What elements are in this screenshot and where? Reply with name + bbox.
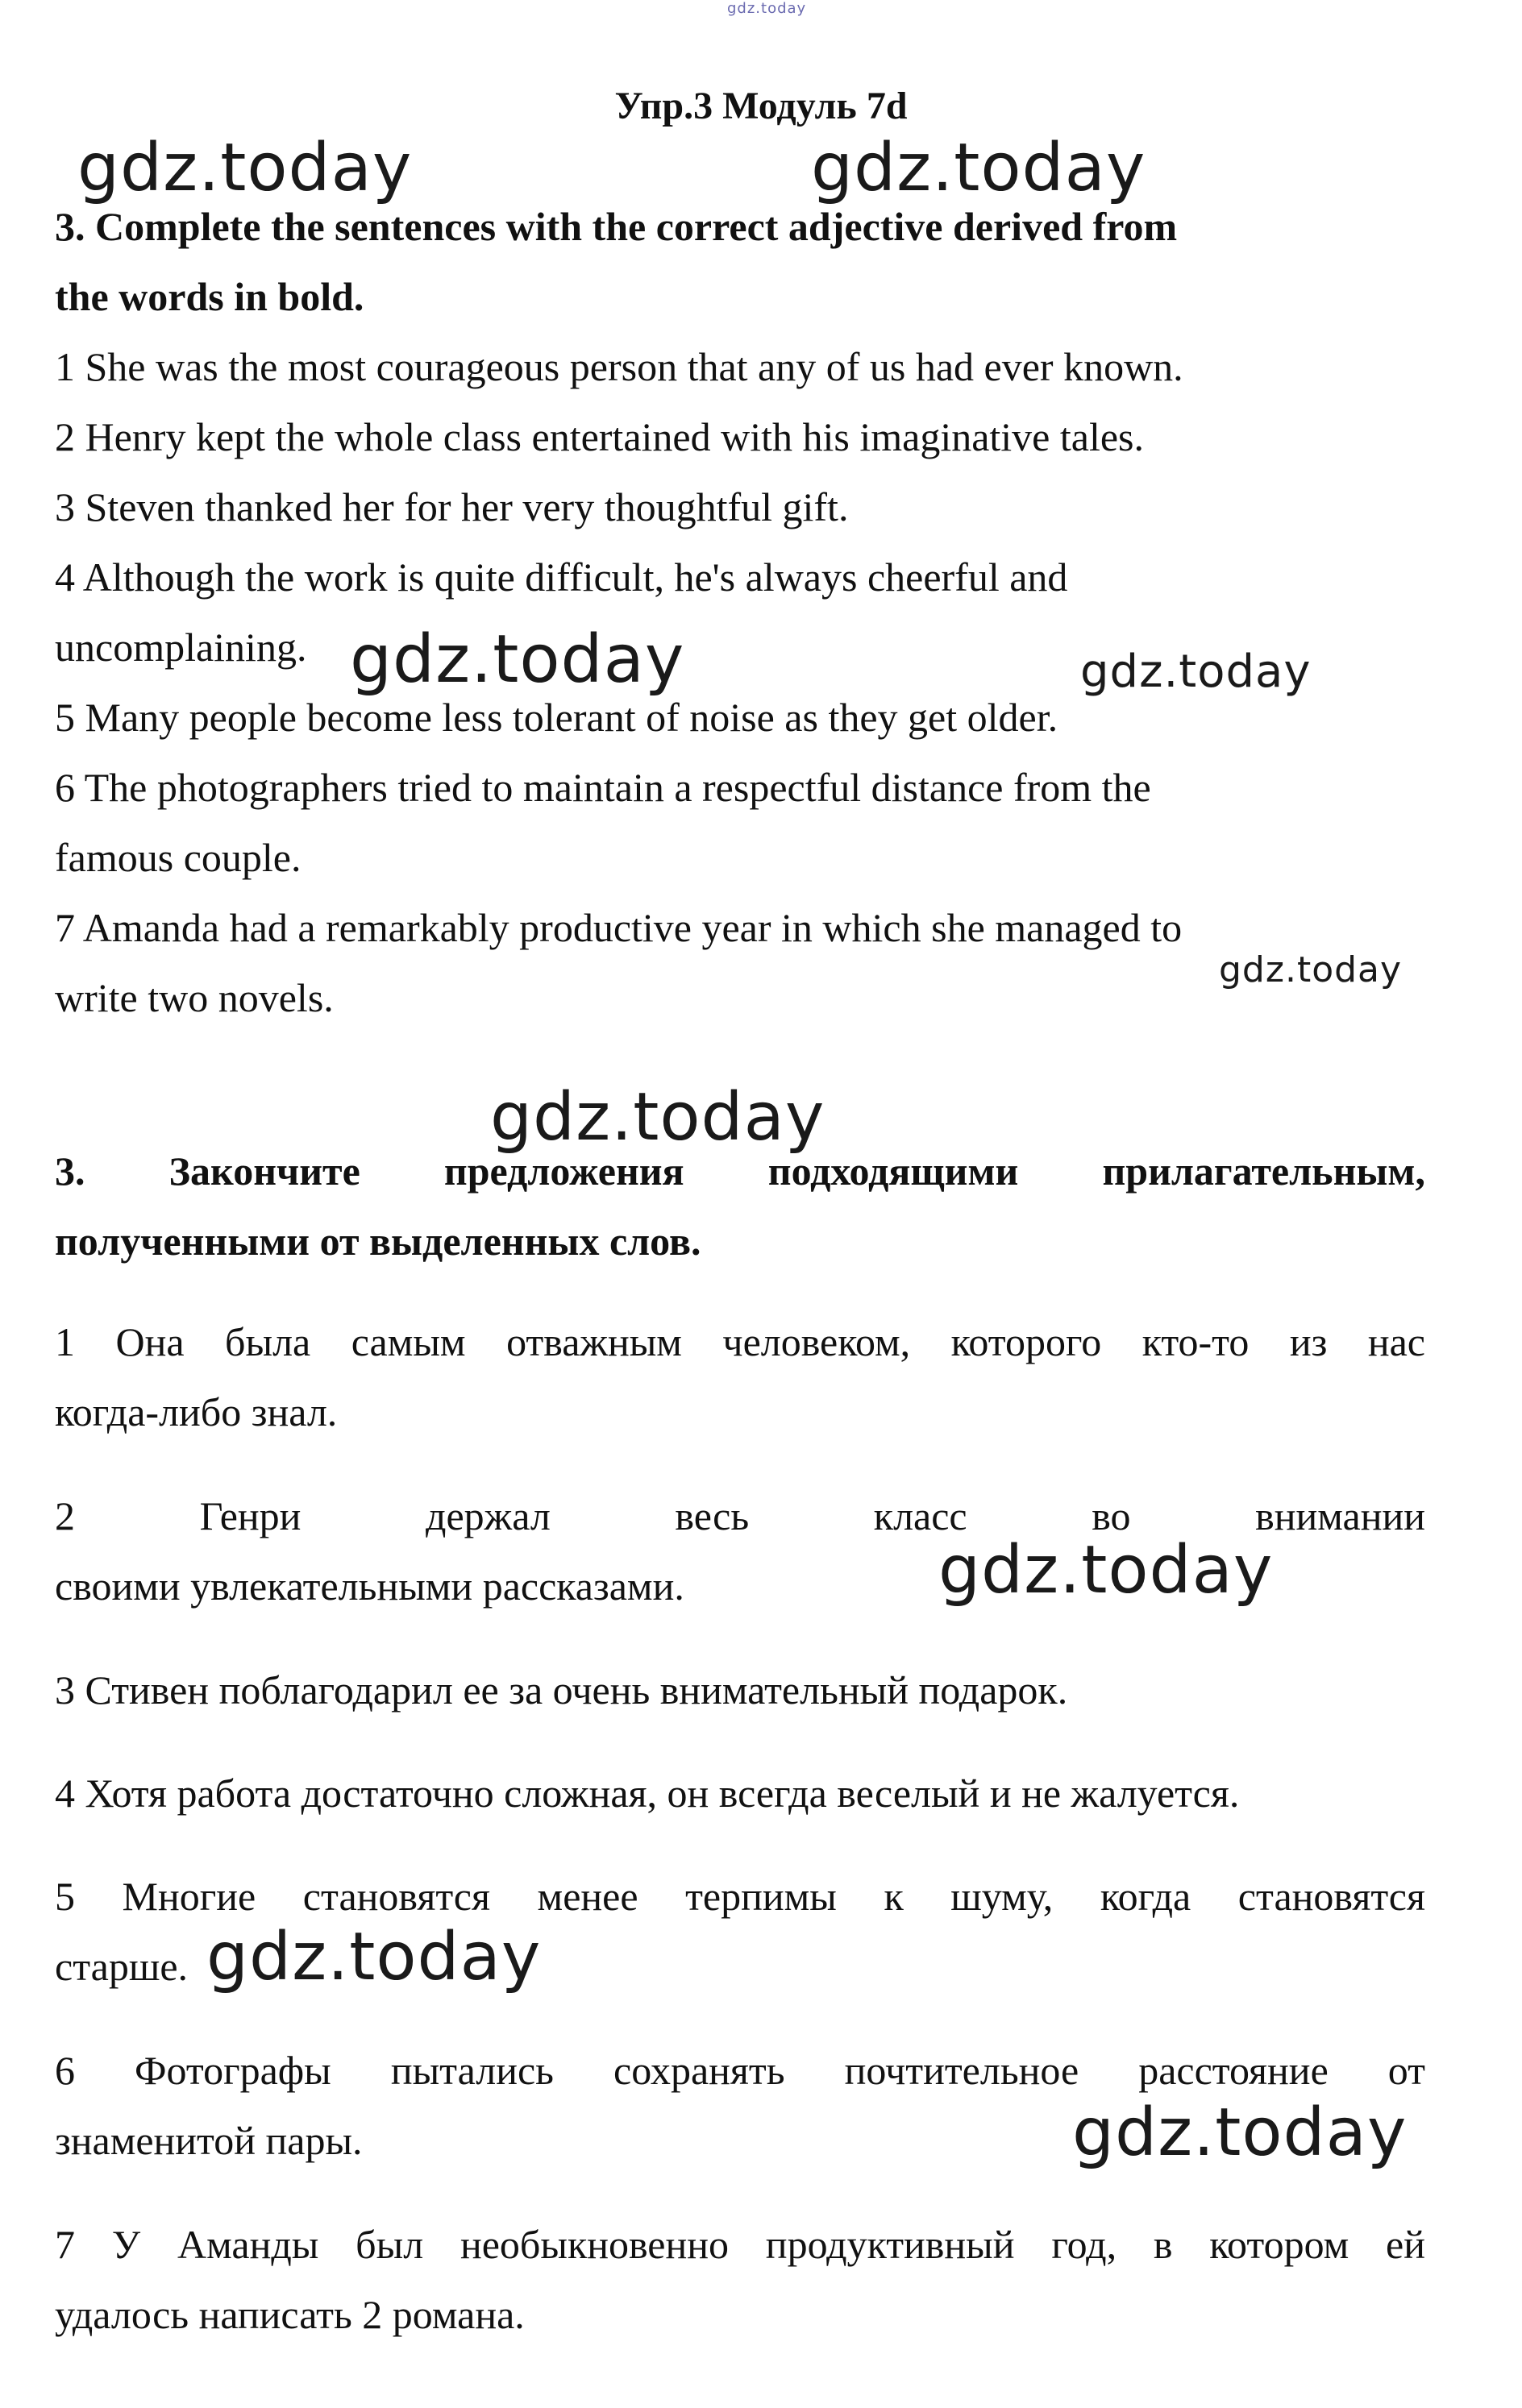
english-line: 7 Amanda had a remarkably productive year in which she managed to xyxy=(55,905,1183,950)
russian-heading xyxy=(55,1136,1425,1277)
russian-item-4 xyxy=(55,1758,1425,1829)
watermark: gdz.today xyxy=(490,1079,825,1156)
watermark: gdz.today xyxy=(206,1919,542,1995)
russian-item-line: старше. xyxy=(55,1944,189,1989)
watermark: gdz.today xyxy=(1080,646,1312,698)
page-title: Упр.3 Модуль 7d xyxy=(614,85,908,127)
english-line: 4 Although the work is quite difficult, he's always cheerful and xyxy=(55,554,1068,600)
english-line: 3 Steven thanked her for her very thoughtful gift. xyxy=(55,484,849,529)
english-line: 6 The photographers tried to maintain a respectful distance from the xyxy=(55,765,1151,810)
watermark: gdz.today xyxy=(811,130,1146,206)
russian-item-2 xyxy=(55,1481,1425,1621)
russian-item-line: 3 Стивен поблагодарил ее за очень внимательный подарок. xyxy=(55,1667,1068,1713)
english-line: write two novels. xyxy=(55,975,334,1020)
watermark: gdz.today xyxy=(1219,949,1403,990)
english-line: famous couple. xyxy=(55,835,301,880)
russian-item-6 xyxy=(55,2036,1425,2176)
russian-item-line: 6 Фотографы пытались сохранять почтительное расстояние от xyxy=(55,2048,1425,2093)
english-heading-line-2: the words in bold. xyxy=(55,274,364,319)
russian-item-7 xyxy=(55,2210,1425,2350)
watermark: gdz.today xyxy=(1072,2095,1408,2171)
russian-item-line: 4 Хотя работа достаточно сложная, он всегда веселый и не жалуется. xyxy=(55,1771,1240,1816)
russian-item-line: когда-либо знал. xyxy=(55,1389,338,1434)
russian-item-line: знаменитой пары. xyxy=(55,2118,363,2163)
watermark: gdz.today xyxy=(350,621,685,698)
russian-item-1 xyxy=(55,1307,1425,1447)
russian-item-line: 2 Генри держал весь класс во внимании xyxy=(55,1493,1425,1538)
russian-item-line: удалось написать 2 романа. xyxy=(55,2292,525,2337)
english-line: uncomplaining. xyxy=(55,625,307,670)
russian-heading-line-1: 3. Закончите предложения подходящими прилагательным, xyxy=(55,1148,1425,1194)
russian-item-line: 5 Многие становятся менее терпимы к шуму, когда становятся xyxy=(55,1874,1425,1919)
english-line: 5 Many people become less tolerant of noise as they get older. xyxy=(55,695,1058,740)
watermark: gdz.today xyxy=(938,1532,1274,1609)
russian-item-line: 7 У Аманды был необыкновенно продуктивный год, в котором ей xyxy=(55,2222,1425,2267)
watermark: gdz.today xyxy=(77,130,413,206)
russian-item-line: 1 Она была самым отважным человеком, которого кто-то из нас xyxy=(55,1319,1425,1364)
english-line: 2 Henry kept the whole class entertained with his imaginative tales. xyxy=(55,414,1145,459)
english-line: 1 She was the most courageous person that any of us had ever known. xyxy=(55,344,1183,389)
russian-item-3 xyxy=(55,1655,1425,1725)
watermark-top-tiny: gdz.today xyxy=(727,0,807,17)
english-section xyxy=(55,192,1425,1033)
russian-heading-line-2: полученными от выделенных слов. xyxy=(55,1219,701,1264)
russian-item-5 xyxy=(55,1862,1425,2002)
russian-item-line: своими увлекательными рассказами. xyxy=(55,1563,684,1609)
english-heading-line-1: 3. Complete the sentences with the correct adjective derived from xyxy=(55,204,1178,249)
